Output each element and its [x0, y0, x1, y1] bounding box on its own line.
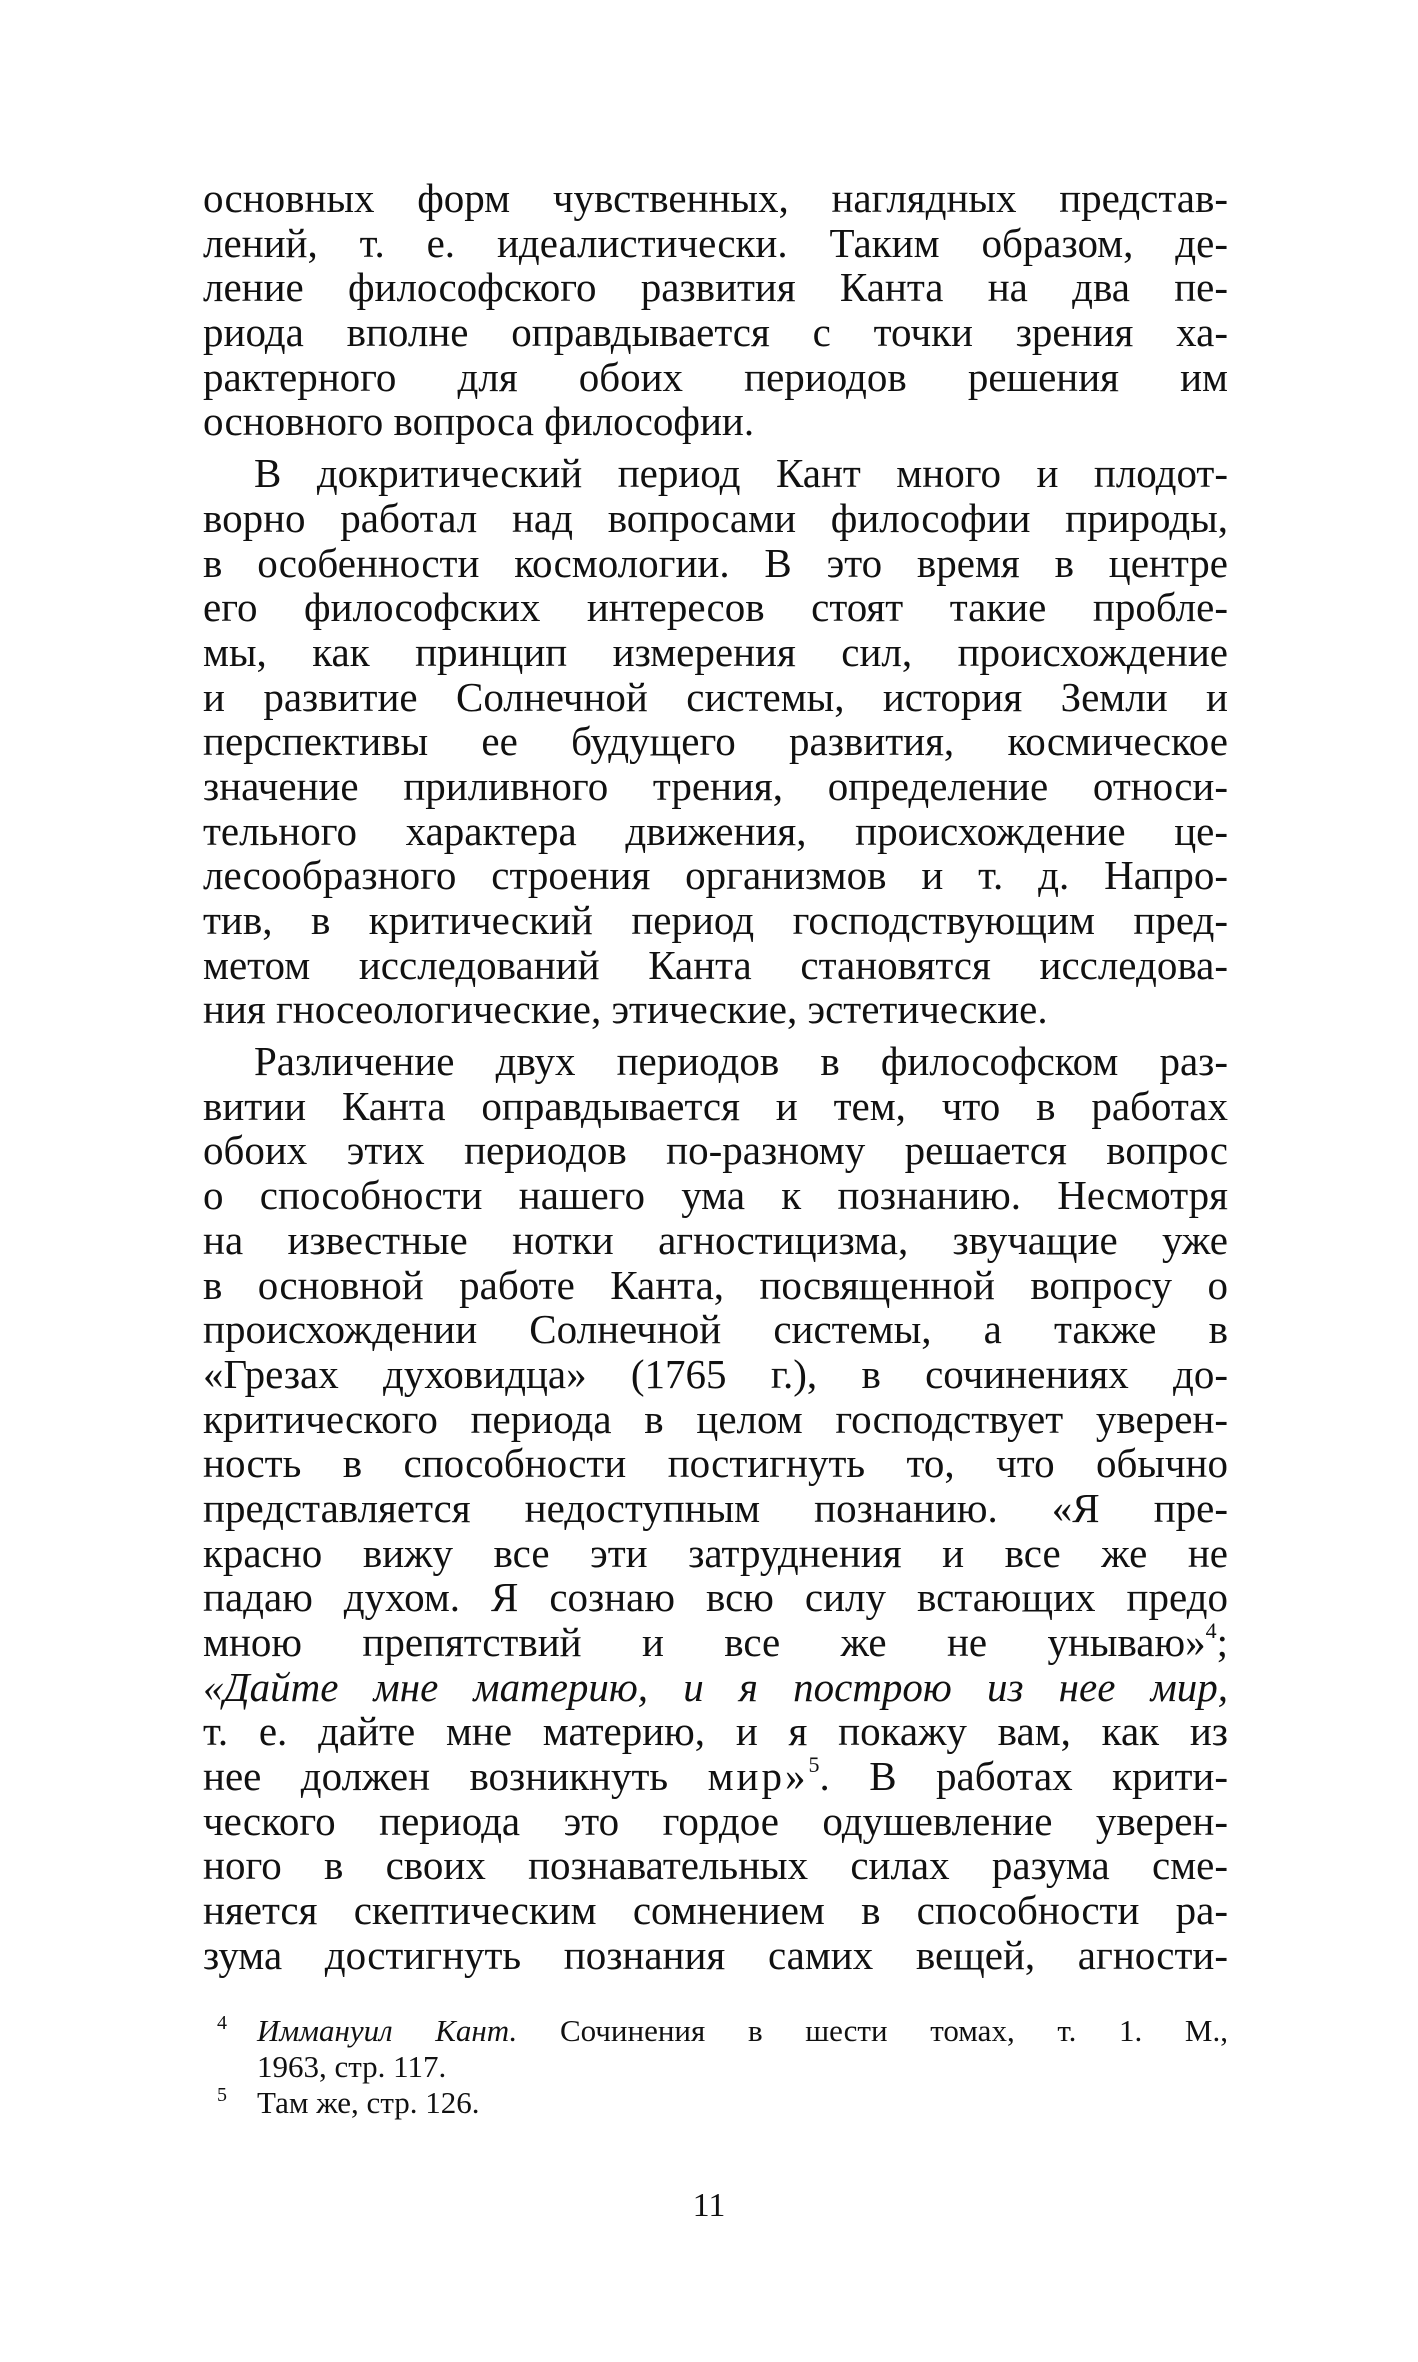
page-number: 11	[692, 2187, 726, 2224]
text-line: ческого периода это гордое одушевление уверен-	[203, 1797, 1228, 1844]
footnote-ref-5: 5	[808, 1752, 820, 1778]
text-line: критического периода в целом господствует уверен-	[203, 1395, 1228, 1442]
text-line: т. е. дайте мне материю, и я покажу вам, как из	[203, 1708, 1228, 1755]
footnotes	[203, 2013, 1228, 2121]
text-line: лесообразного строения организмов и т. д. Напро-	[203, 852, 1228, 899]
text-line: рактерного для обоих периодов решения им	[203, 353, 1228, 400]
text-line: ление философского развития Канта на два пе-	[203, 264, 1228, 311]
footnote-5: 5 Там же, стр. 126.	[217, 2084, 480, 2120]
text-line: происхождении Солнечной системы, а также в	[203, 1306, 1228, 1353]
text-segment: ;	[1216, 1619, 1228, 1665]
text-line: тельного характера движения, происхождение це-	[203, 807, 1228, 854]
text-line: ного в своих познавательных силах разума сме-	[203, 1842, 1228, 1889]
footnote-4: 4 Иммануил Кант. Сочинения в шести томах, т. 1. М.,	[217, 2012, 1228, 2048]
paragraph-2	[203, 451, 1228, 1032]
text-line: Различение двух периодов в философском раз-	[254, 1038, 1228, 1085]
paragraph-3	[203, 1039, 1228, 1977]
text-line: «Грезах духовидца» (1765 г.), в сочинениях до-	[203, 1350, 1228, 1397]
text-segment: нее должен возникнуть	[203, 1753, 708, 1800]
text-line: перспективы ее будущего развития, космическое	[203, 718, 1228, 765]
spaced-emphasis: мир»	[707, 1753, 809, 1800]
text-line: основного вопроса философии.	[203, 398, 755, 445]
text-line: ния гносеологические, этические, эстетические.	[203, 986, 1048, 1033]
text-line-with-footnote-ref	[203, 1620, 1228, 1665]
text-line: в особенности космологии. В это время в центре	[203, 539, 1228, 586]
text-segment: . В работах крити-	[819, 1753, 1228, 1800]
italic-quote-line: «Дайте мне материю, и я построю из нее мир,	[203, 1663, 1228, 1710]
footnote-text: Сочинения в шести томах, т. 1. М.,	[517, 2013, 1228, 2048]
text-line: ворно работал над вопросами философии природы,	[203, 494, 1228, 541]
text-line: значение приливного трения, определение относи-	[203, 762, 1228, 809]
text-line: мы, как принцип измерения сил, происхождение	[203, 628, 1228, 675]
text-line: метом исследований Канта становятся исследова-	[203, 941, 1228, 988]
text-line: ность в способности постигнуть то, что обычно	[203, 1440, 1228, 1487]
text-line: красно вижу все эти затруднения и все же не	[203, 1529, 1228, 1576]
text-line: зума достигнуть познания самих вещей, агности-	[203, 1931, 1228, 1978]
text-line: падаю духом. Я сознаю всю силу встающих предо	[203, 1574, 1228, 1621]
footnote-ref-4: 4	[1205, 1618, 1217, 1643]
text-line: и развитие Солнечной системы, история Земли и	[203, 673, 1228, 720]
text-line: о способности нашего ума к познанию. Несмотря	[203, 1172, 1228, 1219]
paragraph-1	[203, 176, 1228, 444]
text-line-with-footnote-ref	[203, 1754, 1228, 1799]
footnote-author: Иммануил Кант.	[257, 2013, 518, 2048]
text-line: риода вполне оправдывается с точки зрения ха-	[203, 309, 1228, 356]
document-body	[203, 176, 1228, 1978]
text-line: его философских интересов стоят такие пробле-	[203, 584, 1228, 631]
footnote-4-continuation: 1963, стр. 117.	[257, 2049, 447, 2084]
text-line: тив, в критический период господствующим пред-	[203, 897, 1228, 943]
text-line: в основной работе Канта, посвященной вопросу о	[203, 1261, 1228, 1308]
text-line: В докритический период Кант много и плодот-	[254, 450, 1228, 497]
text-line: основных форм чувственных, наглядных представ-	[203, 175, 1228, 221]
text-line: представляется недоступным познанию. «Я пре-	[203, 1484, 1228, 1531]
text-line: няется скептическим сомнением в способности ра-	[203, 1887, 1228, 1934]
text-line: обоих этих периодов по-разному решается вопрос	[203, 1127, 1228, 1174]
text-segment: мною препятствий и все же не унываю»	[203, 1619, 1206, 1665]
text-line: на известные нотки агностицизма, звучащие уже	[203, 1216, 1228, 1263]
text-line: лений, т. е. идеалистически. Таким образом, де-	[203, 219, 1228, 266]
text-line: витии Канта оправдывается и тем, что в работах	[203, 1082, 1228, 1129]
footnote-text: Там же, стр. 126.	[257, 2085, 480, 2120]
